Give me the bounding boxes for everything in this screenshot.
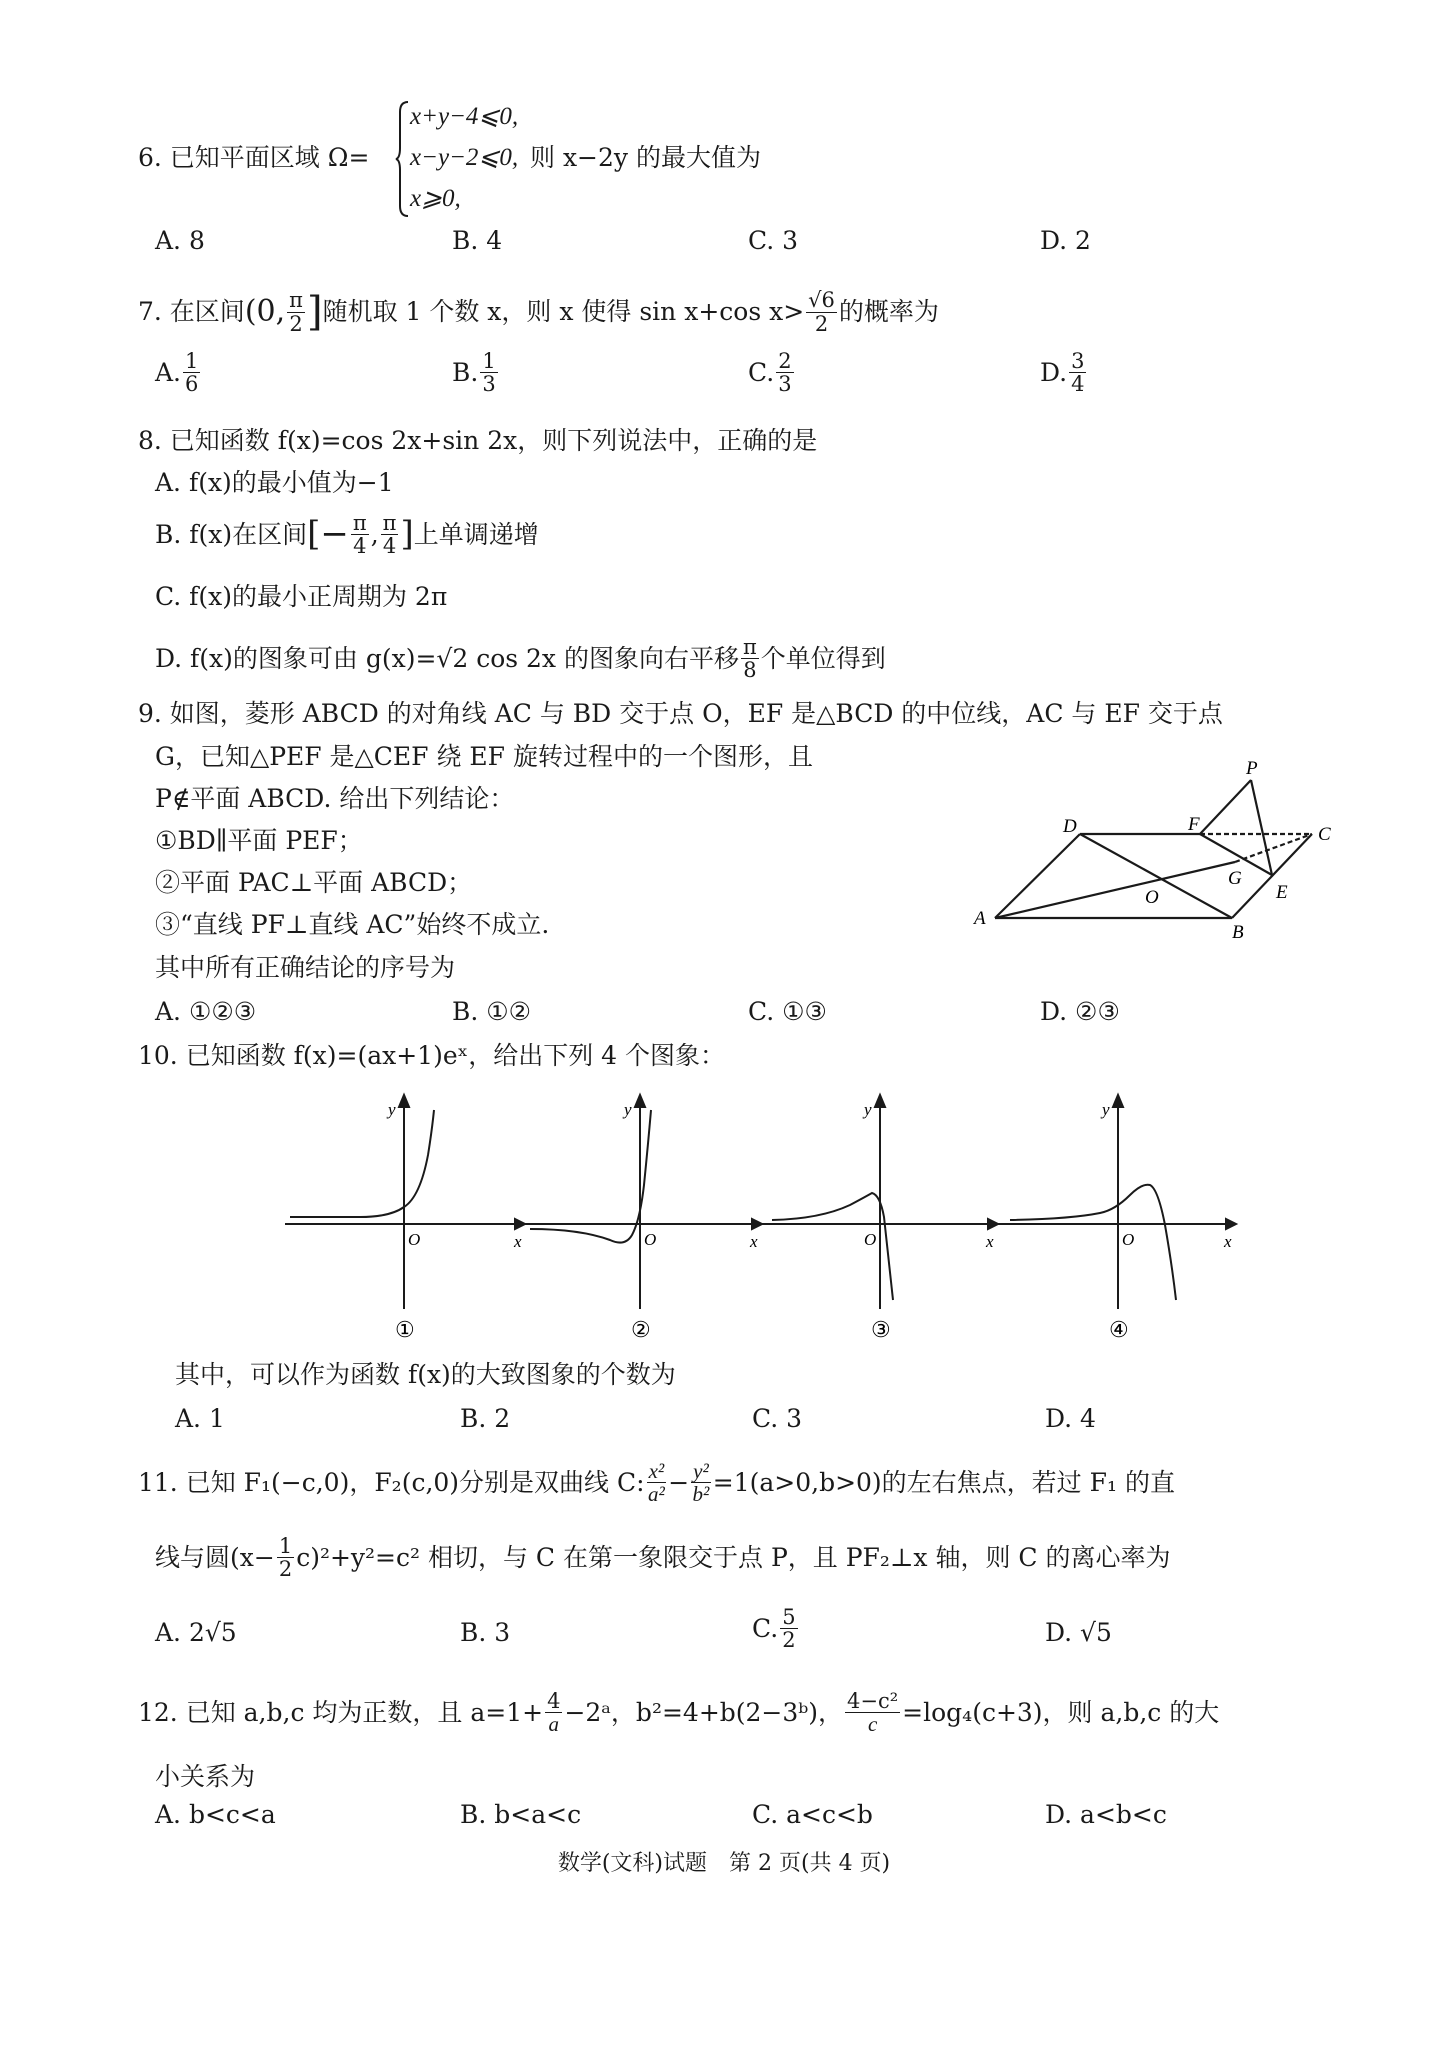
- q9-conclusion-3: ③“直线 PF⊥直线 AC”始终不成立.: [155, 910, 550, 939]
- q11-line1-prefix: 11. 已知 F₁(−c,0)，F₂(c,0)分别是双曲线 C:: [138, 1467, 645, 1497]
- q12-option-b[interactable]: B. b<a<c: [460, 1800, 582, 1829]
- q10-option-d[interactable]: D. 4: [1045, 1404, 1096, 1433]
- q10-ask: 其中，可以作为函数 f(x)的大致图象的个数为: [175, 1360, 676, 1389]
- q7-option-a-den: 6: [185, 372, 199, 397]
- q11-minus: −: [668, 1467, 690, 1497]
- graph-2-y-label: y: [624, 1100, 632, 1119]
- graph-2-index: ②: [631, 1317, 651, 1342]
- q9-option-a[interactable]: A. ①②③: [155, 997, 257, 1026]
- q11-line2: [155, 1535, 1170, 1580]
- q7-option-b[interactable]: [452, 350, 500, 395]
- q9-option-d[interactable]: D. ②③: [1040, 997, 1120, 1026]
- graph-1-y-label: y: [388, 1100, 396, 1119]
- q8-option-b-den1: 4: [353, 534, 367, 559]
- q7-interval-den: 2: [289, 311, 303, 336]
- q12-mid: −2ᵃ，b²=4+b(2−3ᵇ)，: [564, 1697, 844, 1727]
- page-footer: 数学(文科)试题 第 2 页(共 4 页): [557, 1851, 891, 1876]
- q8-option-c[interactable]: C. f(x)的最小正周期为 2π: [155, 582, 448, 611]
- q9-conclusion-2: ②平面 PAC⊥平面 ABCD；: [155, 868, 473, 897]
- q10-stem: 10. 已知函数 f(x)=(ax+1)eˣ，给出下列 4 个图象：: [138, 1041, 726, 1070]
- q7-option-c-den: 3: [778, 372, 792, 397]
- q12-option-c[interactable]: C. a<c<b: [752, 1800, 873, 1829]
- q12-line2: 小关系为: [155, 1762, 256, 1791]
- graph-1-y-arrow-icon: [399, 1095, 409, 1107]
- q11-frac1-num: x²: [648, 1459, 665, 1483]
- q6-option-c[interactable]: C. 3: [748, 226, 799, 255]
- q11-line1-suffix: =1(a>0,b>0)的左右焦点，若过 F₁ 的直: [712, 1467, 1175, 1497]
- q6-constraint-1: x+y−4⩽0,: [410, 103, 519, 130]
- q9-stem-line2: G，已知△PEF 是△CEF 绕 EF 旋转过程中的一个图形，且: [155, 742, 813, 771]
- q8-option-b-den2: 4: [382, 534, 397, 559]
- graph-4-curve: [1010, 1185, 1176, 1300]
- q9-stem-line3: P∉平面 ABCD. 给出下列结论：: [155, 784, 515, 813]
- q12-frac2-den: c: [867, 1712, 878, 1737]
- graph-1-index: ①: [395, 1317, 415, 1342]
- q9-stem-line1: 9. 如图，菱形 ABCD 的对角线 AC 与 BD 交于点 O，EF 是△BCD 的中位线，AC 与 EF 交于点: [138, 699, 1223, 728]
- diag-gc-dashed: [1235, 834, 1312, 862]
- graph-2-origin-label: O: [644, 1230, 657, 1249]
- q11-option-a[interactable]: A. 2√5: [155, 1618, 237, 1647]
- q7-interval-fraction: [287, 289, 305, 334]
- q7-stem: [138, 288, 939, 336]
- graph-4-x-arrow-icon: [1226, 1219, 1236, 1229]
- q9-rhombus-figure: [960, 750, 1350, 940]
- q7-interval-right: ]: [306, 289, 323, 335]
- q7-option-a[interactable]: [155, 350, 202, 395]
- edge-pe: [1251, 780, 1272, 875]
- q7-option-a-num: 1: [185, 349, 199, 373]
- q10-option-b[interactable]: B. 2: [460, 1404, 511, 1433]
- q11-line2-prefix: 线与圆(x−: [155, 1542, 275, 1572]
- q9-ask: 其中所有正确结论的序号为: [155, 953, 456, 982]
- q11-half-den: 2: [278, 1557, 293, 1582]
- q6-option-d[interactable]: D. 2: [1040, 226, 1091, 255]
- q11-option-c-label: C.: [752, 1614, 779, 1644]
- graph-3-y-label: y: [864, 1100, 872, 1119]
- q7-rhs-den: 2: [814, 311, 829, 336]
- q7-rhs-fraction: [806, 289, 837, 334]
- label-g: G: [1228, 868, 1242, 889]
- q11-frac1-den: a²: [647, 1482, 665, 1507]
- q7-interval-num: π: [289, 288, 303, 313]
- q7-middle: 随机取 1 个数 x，则 x 使得 sin x+cos x>: [322, 297, 805, 326]
- label-p: P: [1246, 758, 1258, 779]
- label-a: A: [974, 908, 986, 929]
- q11-half-num: 1: [278, 1534, 293, 1558]
- q10-option-c[interactable]: C. 3: [752, 1404, 803, 1433]
- q7-option-d-den: 4: [1071, 372, 1085, 397]
- q7-option-b-den: 3: [482, 372, 496, 397]
- graph-1: [285, 1095, 525, 1309]
- graph-1-curve: [290, 1110, 434, 1217]
- q6-option-a[interactable]: A. 8: [155, 226, 205, 255]
- q7-option-d[interactable]: [1040, 350, 1088, 395]
- edge-bc: [1232, 834, 1312, 918]
- graph-2-curve: [530, 1110, 651, 1243]
- q8-stem: 8. 已知函数 f(x)=cos 2x+sin 2x，则下列说法中，正确的是: [138, 426, 818, 455]
- q7-option-a-label: A.: [155, 358, 182, 388]
- q8-option-d[interactable]: [155, 636, 886, 681]
- q7-prefix: 7. 在区间: [138, 297, 245, 326]
- q11-frac2-num: y²: [693, 1459, 709, 1483]
- q7-option-b-label: B.: [452, 358, 479, 388]
- q8-option-b-comma: ,: [370, 519, 379, 549]
- q12-frac1-num: 4: [547, 1689, 561, 1713]
- q12-line1-suffix: =log₄(c+3)，则 a,b,c 的大: [902, 1697, 1220, 1727]
- q8-option-b-prefix: B. f(x)在区间: [155, 519, 308, 549]
- q7-option-d-num: 3: [1071, 349, 1085, 373]
- graph-4-y-arrow-icon: [1113, 1095, 1123, 1107]
- label-f: F: [1188, 814, 1200, 835]
- graph-4-x-label: x: [1224, 1232, 1232, 1251]
- graph-1-x-label: x: [514, 1232, 522, 1251]
- q10-option-a[interactable]: A. 1: [175, 1404, 225, 1433]
- graph-3-x-label: x: [986, 1232, 994, 1251]
- label-e: E: [1276, 882, 1288, 903]
- q9-conclusion-1: ①BD∥平面 PEF；: [155, 826, 363, 855]
- q12-option-d[interactable]: D. a<b<c: [1045, 1800, 1167, 1829]
- q7-option-b-num: 1: [482, 349, 496, 373]
- q11-option-c-den: 2: [782, 1628, 796, 1653]
- q12-option-a[interactable]: A. b<c<a: [155, 1800, 276, 1829]
- diag-ag: [995, 862, 1235, 918]
- graph-3-y-arrow-icon: [875, 1095, 885, 1107]
- q11-line1: [138, 1460, 1175, 1505]
- q7-option-c-num: 2: [778, 349, 792, 373]
- q8-option-d-prefix: D. f(x)的图象可由 g(x)=√2 cos 2x 的图象向右平移: [155, 643, 739, 673]
- q8-option-b-num2: π: [382, 511, 397, 535]
- q6-stem-suffix: 则 x−2y 的最大值为: [530, 143, 761, 172]
- q12-line1-prefix: 12. 已知 a,b,c 均为正数，且 a=1+: [138, 1697, 544, 1727]
- q7-option-d-label: D.: [1040, 358, 1068, 388]
- edge-fp: [1200, 780, 1251, 834]
- q6-brace-icon: [395, 100, 409, 218]
- edge-ad: [995, 834, 1080, 918]
- q8-option-b-suffix: 上单调递增: [413, 519, 539, 549]
- q8-option-d-suffix: 个单位得到: [760, 643, 886, 673]
- q12-frac2-num: 4−c²: [847, 1689, 899, 1713]
- q8-option-b-num1: π: [352, 511, 367, 535]
- q8-option-b[interactable]: [155, 512, 539, 557]
- q6-stem-prefix: 6. 已知平面区域 Ω=: [138, 143, 370, 172]
- graph-4-index: ④: [1109, 1317, 1129, 1342]
- q7-interval-left: (0,: [244, 294, 286, 329]
- q9-option-c[interactable]: C. ①③: [748, 997, 827, 1026]
- q8-option-a[interactable]: A. f(x)的最小值为−1: [155, 468, 394, 497]
- q9-option-b[interactable]: B. ①②: [452, 997, 532, 1026]
- q10-graphs: [280, 1085, 1240, 1345]
- q6-constraint-2: x−y−2⩽0,: [410, 144, 519, 171]
- q7-option-c[interactable]: [748, 350, 796, 395]
- q11-option-c[interactable]: [752, 1606, 800, 1651]
- label-o: O: [1145, 887, 1159, 908]
- label-b: B: [1232, 922, 1244, 940]
- q8-option-b-bracket-close: ]: [400, 514, 414, 555]
- graph-2: [522, 1095, 762, 1309]
- q11-option-b[interactable]: B. 3: [460, 1618, 511, 1647]
- q11-frac2-den: b²: [692, 1482, 710, 1507]
- graph-2-x-label: x: [750, 1232, 758, 1251]
- q8-option-d-den: 8: [743, 658, 757, 683]
- q7-option-c-label: C.: [748, 358, 775, 388]
- q8-option-b-bracket-open: [−: [307, 514, 349, 555]
- graph-3-origin-label: O: [864, 1230, 877, 1249]
- graph-4-y-label: y: [1102, 1100, 1110, 1119]
- graph-3-index: ③: [871, 1317, 891, 1342]
- q12-line1: [138, 1690, 1219, 1735]
- q11-option-d[interactable]: D. √5: [1045, 1618, 1112, 1647]
- graph-1-origin-label: O: [408, 1230, 421, 1249]
- label-c: C: [1318, 824, 1331, 845]
- q7-suffix: 的概率为: [838, 297, 939, 326]
- graph-2-y-arrow-icon: [635, 1095, 645, 1107]
- graph-3: [758, 1095, 998, 1309]
- q6-option-b[interactable]: B. 4: [452, 226, 503, 255]
- label-d: D: [1063, 816, 1077, 837]
- q6-constraint-3: x⩾0,: [410, 185, 461, 212]
- q8-option-d-num: π: [742, 635, 757, 659]
- graph-4: [996, 1095, 1236, 1309]
- q11-line2-suffix: c)²+y²=c² 相切，与 C 在第一象限交于点 P，且 PF₂⊥x 轴，则 C 的离心率为: [296, 1542, 1171, 1572]
- q7-rhs-num: √6: [808, 288, 835, 313]
- q12-frac1-den: a: [548, 1712, 559, 1737]
- graph-4-origin-label: O: [1122, 1230, 1135, 1249]
- q11-option-c-num: 5: [782, 1605, 796, 1629]
